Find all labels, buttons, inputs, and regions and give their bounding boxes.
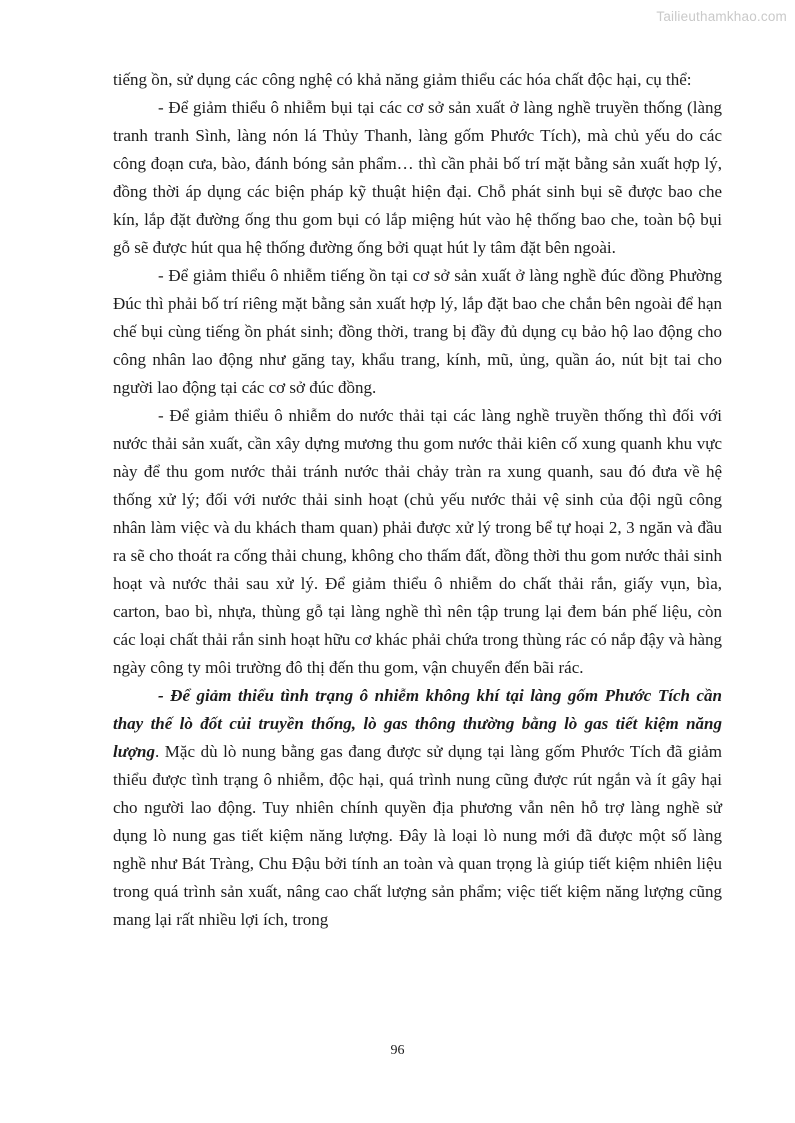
emphasis-bold-italic-text: - Để giảm thiểu tình trạng ô nhiễm không khí tại làng gốm Phước Tích cần thay thế lò đốt củi truyền thống, lò gas thông thường bằng lò gas tiết kiệm năng lượng xyxy=(113,686,722,761)
paragraph-wastewater-reduction: - Để giảm thiểu ô nhiễm do nước thải tại các làng nghề truyền thống thì đối với nước thải sản xuất, cần xây dựng mương thu gom nước thải kiên cố xung quanh khu vực này để thu gom nước thải tránh nước thải chảy tràn ra xung quanh, sau đó đưa về hệ thống xử lý; đối với nước thải sinh hoạt (chủ yếu nước thải vệ sinh của đội ngũ công nhân làm việc và du khách tham quan) phải được xử lý trong bể tự hoại 2, 3 ngăn và đầu ra sẽ cho thoát ra cống thải chung, không cho thấm đất, đồng thời thu gom nước thải sinh hoạt và nước thải sau xử lý. Để giảm thiểu ô nhiễm do chất thải rắn, giấy vụn, bìa, carton, bao bì, nhựa, thùng gỗ tại làng nghề thì nên tập trung lại đem bán phế liệu, còn các loại chất thải rắn sinh hoạt hữu cơ khác phải chứa trong thùng rác có nắp đậy và hàng ngày công ty môi trường đô thị đến thu gom, vận chuyển đến bãi rác. xyxy=(113,406,722,677)
paragraph-continuation-text: . Mặc dù lò nung bằng gas đang được sử dụng tại làng gốm Phước Tích đã giảm thiểu được tình trạng ô nhiễm, độc hại, quá trình nung cũng được rút ngắn và ít gây hại cho người lao động. Tuy nhiên chính quyền địa phương vẫn nên hỗ trợ làng nghề sử dụng lò nung gas tiết kiệm năng lượng. Đây là loại lò nung mới đã được một số làng nghề như Bát Tràng, Chu Đậu bởi tính an toàn và quan trọng là giúp tiết kiệm nhiên liệu trong quá trình sản xuất, nâng cao chất lượng sản phẩm; việc tiết kiệm năng lượng cũng mang lại rất nhiều lợi ích, trong xyxy=(113,742,722,929)
paragraph-air-pollution-reduction xyxy=(113,682,722,934)
document-body xyxy=(113,66,722,934)
watermark-text: Tailieuthamkhao.com xyxy=(656,9,787,24)
page-number: 96 xyxy=(390,1043,405,1058)
paragraph-noise-reduction: - Để giảm thiểu ô nhiễm tiếng ồn tại cơ sở sản xuất ở làng nghề đúc đồng Phường Đúc thì phải bố trí riêng mặt bằng sản xuất hợp lý, lắp đặt bao che chắn bên ngoài để hạn chế bụi cùng tiếng ồn phát sinh; đồng thời, trang bị đầy đủ dụng cụ bảo hộ lao động cho công nhân lao động như găng tay, khẩu trang, kính, mũ, ủng, quần áo, nút bịt tai cho người lao động tại các cơ sở đúc đồng. xyxy=(113,266,722,397)
paragraph-intro: tiếng ồn, sử dụng các công nghệ có khả năng giảm thiểu các hóa chất độc hại, cụ thể: xyxy=(113,70,692,89)
paragraph-dust-reduction: - Để giảm thiểu ô nhiễm bụi tại các cơ sở sản xuất ở làng nghề truyền thống (làng tranh tranh Sình, làng nón lá Thủy Thanh, làng gốm Phước Tích), mà chủ yếu do các công đoạn cưa, bào, đánh bóng sản phẩm… thì cần phải bố trí mặt bằng sản xuất hợp lý, đồng thời áp dụng các biện pháp kỹ thuật hiện đại. Chỗ phát sinh bụi sẽ được bao che kín, lắp đặt đường ống thu gom bụi có lắp miệng hút vào hệ thống bao che, toàn bộ bụi gỗ sẽ được hút qua hệ thống đường ống bởi quạt hút ly tâm đặt bên ngoài. xyxy=(113,98,722,257)
